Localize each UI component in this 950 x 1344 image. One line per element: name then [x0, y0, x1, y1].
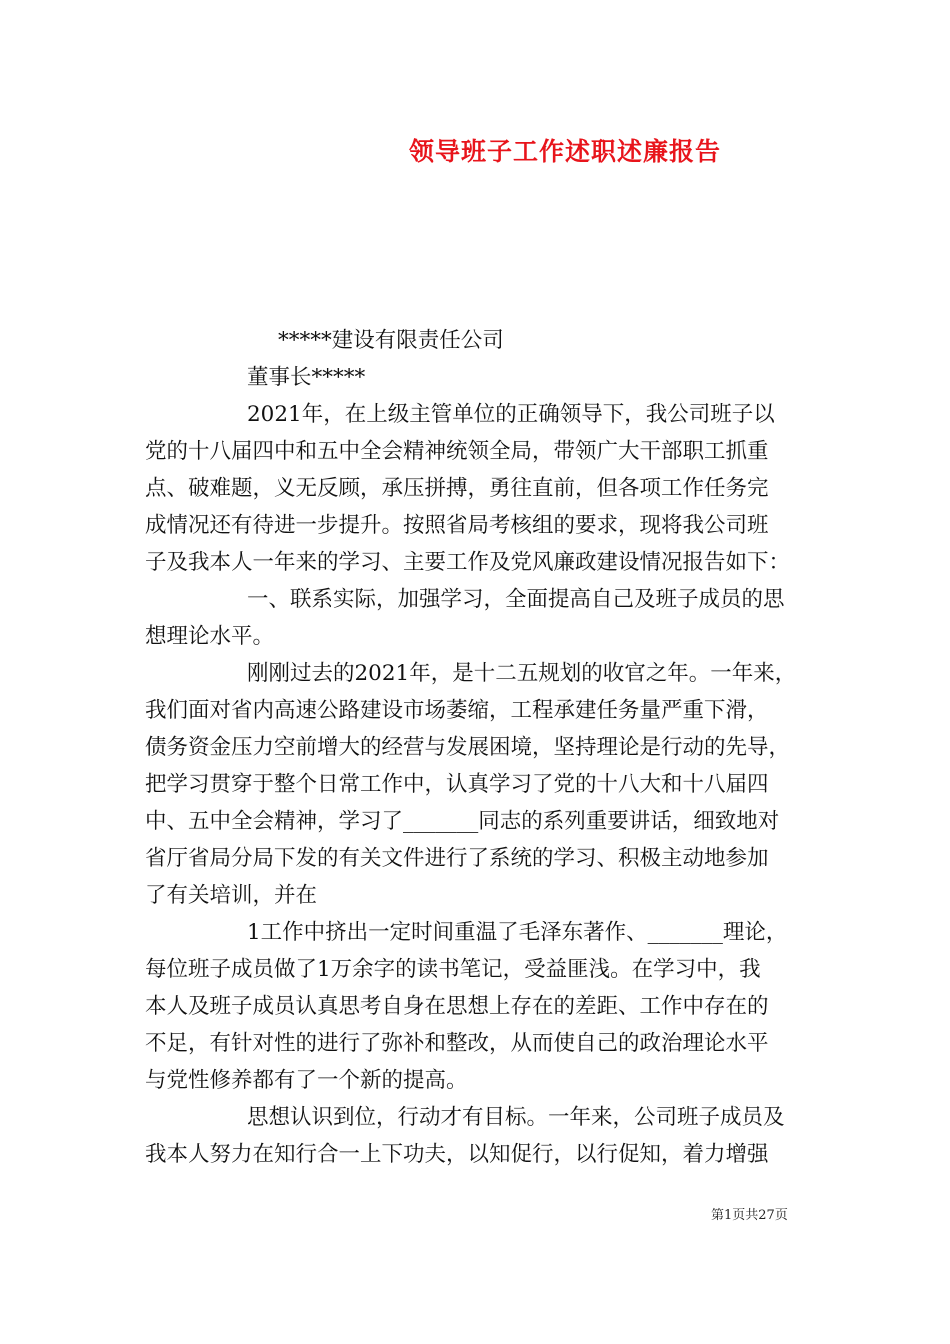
- paragraph-line: 每位班子成员做了1万余字的读书笔记，受益匪浅。在学习中，我: [145, 957, 761, 982]
- document-title: 领导班子工作述职述廉报告: [408, 137, 721, 166]
- paragraph-line: 了有关培训，并在: [145, 883, 318, 908]
- paragraph-line: 把学习贯穿于整个日常工作中，认真学习了党的十八大和十八届四: [145, 772, 769, 797]
- paragraph-line: 点、破难题，义无反顾，承压拼搏，勇往直前，但各项工作任务完: [145, 476, 769, 501]
- paragraph-line: 本人及班子成员认真思考自身在思想上存在的差距、工作中存在的: [145, 994, 769, 1019]
- paragraph-line: 中、五中全会精神，学习了_______同志的系列重要讲话，细致地对: [145, 809, 780, 834]
- section-heading: 想理论水平。: [145, 624, 275, 649]
- paragraph-line: 党的十八届四中和五中全会精神统领全局，带领广大干部职工抓重: [145, 439, 769, 464]
- paragraph-line: 思想认识到位，行动才有目标。一年来，公司班子成员及: [247, 1105, 785, 1130]
- paragraph-line: 我们面对省内高速公路建设市场萎缩，工程承建任务量严重下滑，: [145, 698, 769, 723]
- paragraph-line: 债务资金压力空前增大的经营与发展困境，坚持理论是行动的先导，: [145, 735, 791, 760]
- paragraph-line: 与党性修养都有了一个新的提高。: [145, 1068, 468, 1093]
- paragraph-line: 我本人努力在知行合一上下功夫，以知促行，以行促知，着力增强: [145, 1142, 769, 1167]
- chairman-line: 董事长*****: [247, 365, 366, 390]
- document-body: [145, 322, 825, 1173]
- paragraph-line: 1工作中挤出一定时间重温了毛泽东著作、_______理论，: [247, 920, 788, 945]
- paragraph-line: 刚刚过去的2021年，是十二五规划的收官之年。一年来，: [247, 661, 797, 686]
- paragraph-line: 省厅省局分局下发的有关文件进行了系统的学习、积极主动地参加: [145, 846, 769, 871]
- paragraph-line: 不足，有针对性的进行了弥补和整改，从而使自己的政治理论水平: [145, 1031, 769, 1056]
- page-number: 第1页共27页: [711, 1208, 788, 1223]
- company-line: *****建设有限责任公司: [278, 328, 504, 353]
- paragraph-line: 子及我本人一年来的学习、主要工作及党风廉政建设情况报告如下：: [145, 550, 791, 575]
- section-heading: 一、联系实际，加强学习，全面提高自己及班子成员的思: [247, 587, 785, 612]
- paragraph-line: 成情况还有待进一步提升。按照省局考核组的要求，现将我公司班: [145, 513, 769, 538]
- paragraph-line: 2021年，在上级主管单位的正确领导下，我公司班子以: [247, 402, 775, 427]
